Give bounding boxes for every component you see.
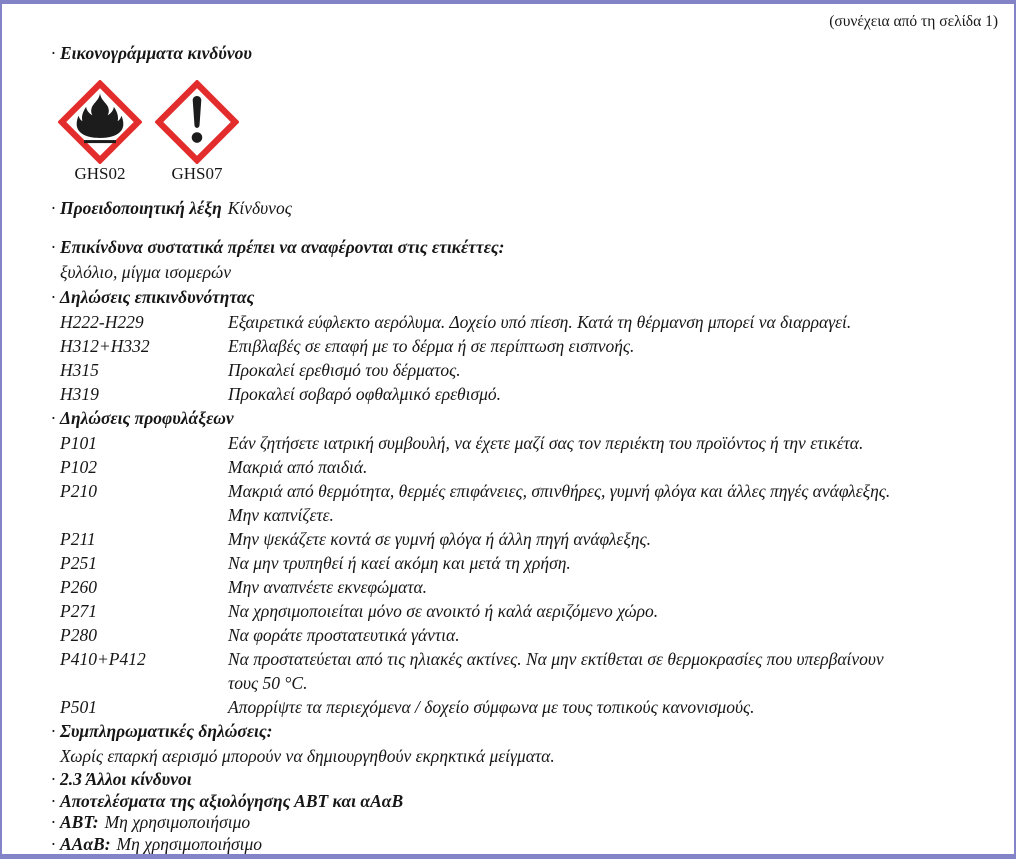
- precautionary-statement-row: [51, 647, 998, 695]
- bullet-marker: ·: [51, 769, 56, 789]
- precaution-code: P210: [60, 481, 97, 501]
- signal-word-label: Προειδοποιητική λέξη: [60, 198, 222, 218]
- precautionary-statement-row: [51, 551, 998, 575]
- vpvb-result-row: [51, 834, 998, 856]
- ghs07-pictogram: [155, 80, 239, 184]
- flame-icon: [58, 80, 142, 164]
- pictograms-heading-label: Εικονογράμματα κινδύνου: [60, 43, 252, 63]
- statement-line: Να μην τρυπηθεί ή καεί ακόμη και μετά τη χρήση.: [228, 553, 571, 573]
- precaution-code: P251: [60, 553, 97, 573]
- precaution-text: [228, 575, 998, 599]
- pbt-assessment-heading-label: Αποτελέσματα της αξιολόγησης ΑΒΤ και αΑαΒ: [60, 790, 404, 811]
- pbt-value: Μη χρησιμοποιήσιμο: [104, 812, 251, 832]
- precaution-text: [228, 431, 998, 455]
- hazard-text: [228, 382, 998, 406]
- bullet-marker: ·: [51, 43, 56, 63]
- other-hazards-heading: [51, 769, 998, 791]
- precaution-text: [228, 623, 998, 647]
- bullet-marker: ·: [51, 721, 56, 741]
- statement-line: Να προστατεύεται από τις ηλιακές ακτίνες. Να μην εκτίθεται σε θερμοκρασίες που υπερβαίνουν: [228, 649, 884, 669]
- pictogram-row: [58, 80, 998, 184]
- precaution-text: [228, 479, 998, 527]
- precautionary-statement-row: [51, 695, 998, 719]
- pictograms-heading: [51, 41, 998, 66]
- hazard-statements-heading-label: Δηλώσεις επικινδυνότητας: [60, 287, 255, 307]
- statement-line: Επιβλαβές σε επαφή με το δέρμα ή σε περίπτωση εισπνοής.: [228, 336, 635, 356]
- precautionary-statement-row: [51, 431, 998, 455]
- hazard-code: H319: [60, 384, 99, 404]
- ghs02-label: GHS02: [74, 164, 126, 183]
- vpvb-label: ΑΑαΒ:: [60, 833, 111, 854]
- precautionary-statements-heading: [51, 406, 998, 431]
- statement-line: Να φοράτε προστατευτικά γάντια.: [228, 625, 460, 645]
- hazard-statements-heading: [51, 285, 998, 310]
- exclamation-icon: [155, 80, 239, 164]
- precautionary-statement-row: [51, 479, 998, 527]
- bullet-marker: ·: [51, 790, 56, 811]
- ghs02-pictogram: [58, 80, 142, 184]
- statement-line: Μακριά από παιδιά.: [228, 457, 368, 477]
- pbt-assessment-heading: [51, 791, 998, 813]
- precaution-text: [228, 527, 998, 551]
- precautionary-statement-row: [51, 623, 998, 647]
- precaution-code: P101: [60, 433, 97, 453]
- statement-line: Προκαλεί ερεθισμό του δέρματος.: [228, 360, 461, 380]
- hazard-code: H312+H332: [60, 336, 150, 356]
- hazard-text: [228, 358, 998, 382]
- hazard-statement-row: [51, 334, 998, 358]
- precaution-code: P501: [60, 697, 97, 717]
- vpvb-value: Μη χρησιμοποιήσιμο: [116, 833, 263, 854]
- statement-line: Μην καπνίζετε.: [228, 505, 334, 525]
- pbt-label: ΑΒΤ:: [60, 812, 99, 832]
- bullet-marker: ·: [51, 408, 56, 428]
- hazard-code: H222-H229: [60, 312, 144, 332]
- bullet-marker: ·: [51, 287, 56, 307]
- continuation-note: (συνέχεια από τη σελίδα 1): [829, 13, 998, 30]
- hazardous-components-heading-label: Επικίνδυνα συστατικά πρέπει να αναφέρονται στις ετικέττες:: [60, 237, 505, 257]
- bullet-marker: ·: [51, 237, 56, 257]
- hazardous-components-value: ξυλόλιο, μίγμα ισομερών: [60, 262, 231, 282]
- precaution-code: P271: [60, 601, 97, 621]
- precautionary-statement-row: [51, 599, 998, 623]
- bullet-marker: ·: [51, 833, 56, 854]
- precaution-text: [228, 455, 998, 479]
- statement-line: Απορρίψτε τα περιεχόμενα / δοχείο σύμφωνα με τους τοπικούς κανονισμούς.: [228, 697, 755, 717]
- precautionary-statement-row: [51, 575, 998, 599]
- statement-line: Εάν ζητήσετε ιατρική συμβουλή, να έχετε μαζί σας τον περιέκτη του προϊόντος ή την ετικέτα.: [228, 433, 864, 453]
- statement-line: Προκαλεί σοβαρό οφθαλμικό ερεθισμό.: [228, 384, 502, 404]
- supplemental-text: Χωρίς επαρκή αερισμό μπορούν να δημιουργηθούν εκρηκτικά μείγματα.: [60, 746, 555, 766]
- hazard-statement-row: [51, 358, 998, 382]
- statement-line: Εξαιρετικά εύφλεκτο αερόλυμα. Δοχείο υπό πίεση. Κατά τη θέρμανση μπορεί να διαρραγεί.: [228, 312, 852, 332]
- supplemental-heading-label: Συμπληρωματικές δηλώσεις:: [60, 721, 273, 741]
- precaution-text: [228, 695, 998, 719]
- statement-line: Μην ψεκάζετε κοντά σε γυμνή φλόγα ή άλλη πηγή ανάφλεξης.: [228, 529, 651, 549]
- precautionary-statement-row: [51, 527, 998, 551]
- precautionary-statement-row: [51, 455, 998, 479]
- statement-line: τους 50 °C.: [228, 673, 308, 693]
- page-content: [2, 4, 1014, 855]
- hazard-text: [228, 310, 998, 334]
- hazard-statement-row: [51, 310, 998, 334]
- precaution-code: P410+P412: [60, 649, 146, 669]
- statement-line: Μακριά από θερμότητα, θερμές επιφάνειες, σπινθήρες, γυμνή φλόγα και άλλες πηγές ανάφλεξης.: [228, 481, 891, 501]
- bullet-marker: ·: [51, 812, 56, 832]
- bullet-marker: ·: [51, 198, 56, 218]
- precaution-code: P102: [60, 457, 97, 477]
- precaution-text: [228, 551, 998, 575]
- hazard-statement-row: [51, 382, 998, 406]
- precaution-code: P211: [60, 529, 96, 549]
- statement-line: Να χρησιμοποιείται μόνο σε ανοικτό ή καλά αεριζόμενο χώρο.: [228, 601, 659, 621]
- other-hazards-heading-label: 2.3 Άλλοι κίνδυνοι: [60, 769, 192, 789]
- hazard-text: [228, 334, 998, 358]
- hazardous-components-heading: [51, 235, 998, 260]
- precaution-code: P280: [60, 625, 97, 645]
- precaution-code: P260: [60, 577, 97, 597]
- precautionary-statements-heading-label: Δηλώσεις προφυλάξεων: [60, 408, 234, 428]
- pbt-result-row: [51, 812, 998, 834]
- supplemental-heading: [51, 719, 998, 744]
- precaution-text: [228, 647, 998, 695]
- ghs07-label: GHS07: [171, 164, 223, 183]
- precaution-text: [228, 599, 998, 623]
- signal-word-value: Κίνδυνος: [227, 198, 292, 218]
- signal-word-row: [51, 196, 998, 221]
- statement-line: Μην αναπνέετε εκνεφώματα.: [228, 577, 428, 597]
- hazard-code: H315: [60, 360, 99, 380]
